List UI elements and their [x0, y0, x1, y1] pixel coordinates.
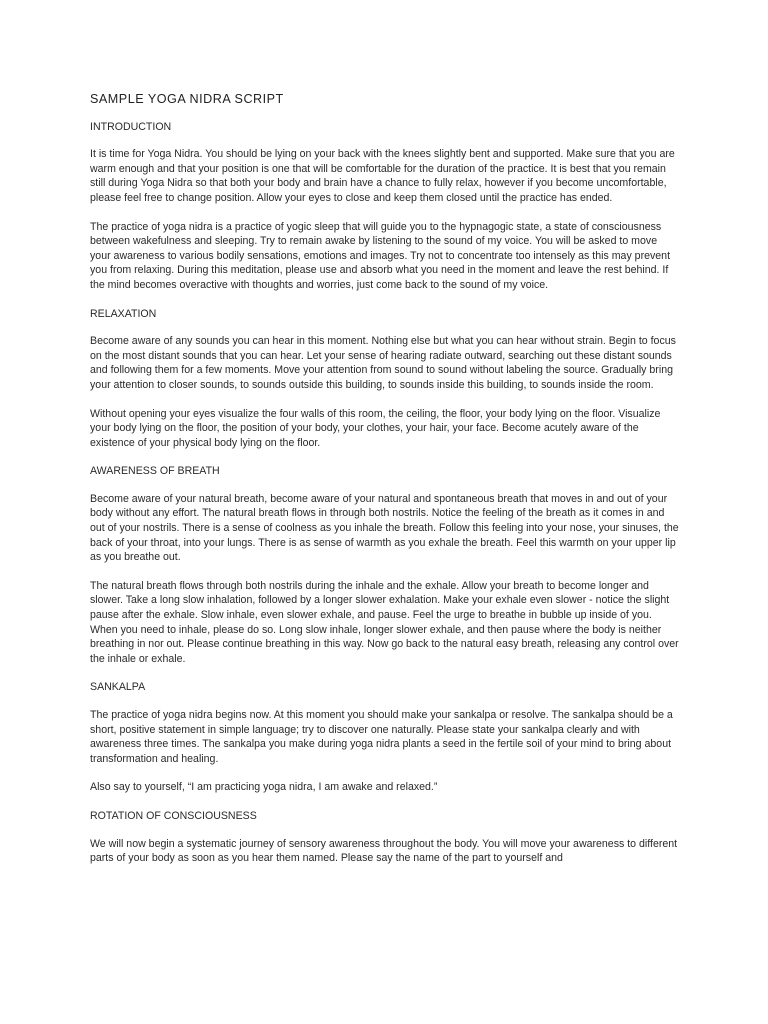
- paragraph: Become aware of any sounds you can hear in this moment. Nothing else but what you can hear without strain. Begin to focus on the most distant sounds that you can hear. Let your sense of hearing radiate outward, searching out these distant sounds and following them for a few moments. Move your attention from sound to sound without labeling the source. Gradually bring your attention to closer sounds, to sounds outside this building, to sounds inside this building, to sounds inside the room.: [90, 335, 676, 391]
- paragraph: Become aware of your natural breath, become aware of your natural and spontaneous breath that moves in and out of your body without any effort. The natural breath flows in through both nostrils. Notice the feeling of the breath as it comes in and out of your nostrils. There is a sense of coolness as you inhale the breath. Follow this feeling into your nose, your sinuses, the back of your throat, into your lungs. There is as sense of warmth as you exhale the breath. Feel this warmth on your upper lip as you breathe out.: [90, 492, 679, 564]
- paragraph: Without opening your eyes visualize the four walls of this room, the ceiling, the floor, your body lying on the floor. Visualize your body lying on the floor, the position of your body, your clothes, your hair, your face. Become acutely aware of the existence of your physical body lying on the floor.: [90, 407, 661, 449]
- paragraph: It is time for Yoga Nidra. You should be lying on your back with the knees slightly bent and supported. Make sure that you are warm enough and that your position is one that will be comfortable for the duration of the practice. It is best that you remain still during Yoga Nidra so that both your body and brain have a chance to fully relax, however if you become uncomfortable, please feel free to change position. Allow your eyes to close and keep them closed until the practice has ended.: [90, 148, 675, 204]
- section-heading-awareness-of-breath: AWARENESS OF BREATH: [90, 465, 220, 478]
- section-heading-rotation-of-consciousness: ROTATION OF CONSCIOUSNESS: [90, 809, 257, 822]
- paragraph: The practice of yoga nidra is a practice of yogic sleep that will guide you to the hypnagogic state, a state of consciousness between wakefulness and sleeping. Try to remain awake by listening to the sound of my voice. You will be asked to move your awareness to various bodily sensations, emotions and images. Try not to concentrate too intensely as this may prevent you from relaxing. During this meditation, please use and absorb what you need in the moment and leave the rest behind. If the mind becomes overactive with thoughts and worries, just come back to the sound of my voice.: [90, 220, 671, 291]
- paragraph: We will now begin a systematic journey of sensory awareness throughout the body. You will move your awareness to different parts of your body as soon as you hear them named. Please say the name of the part to yourself and: [90, 837, 678, 865]
- section-heading-introduction: INTRODUCTION: [90, 120, 172, 133]
- paragraph: The natural breath flows through both nostrils during the inhale and the exhale. Allow your breath to become longer and slower. Take a long slow inhalation, followed by a longer slower exhalation. Make your exhale even slower - notice the slight pause after the exhale. Slow inhale, even slower exhale, and pause. Feel the urge to breathe in bubble up inside of you. When you need to inhale, please do so. Long slow inhale, longer slower exhale, and then pause where the body is neither breathing in nor out. Please continue breathing in this way. Now go back to the natural easy breath, releasing any control over the inhale or exhale.: [90, 579, 679, 665]
- paragraph: The practice of yoga nidra begins now. At this moment you should make your sankalpa or resolve. The sankalpa should be a short, positive statement in simple language; try to discover one naturally. Please state your sankalpa clearly and with awareness three times. The sankalpa you make during yoga nidra plants a seed in the fertile soil of your mind to bring about transformation and healing.: [90, 709, 673, 765]
- document-title: SAMPLE YOGA NIDRA SCRIPT: [90, 92, 284, 106]
- section-heading-relaxation: RELAXATION: [90, 307, 157, 320]
- document-page: [90, 92, 680, 880]
- section-heading-sankalpa: SANKALPA: [90, 681, 146, 694]
- paragraph: Also say to yourself, “I am practicing yoga nidra, I am awake and relaxed.”: [90, 781, 438, 794]
